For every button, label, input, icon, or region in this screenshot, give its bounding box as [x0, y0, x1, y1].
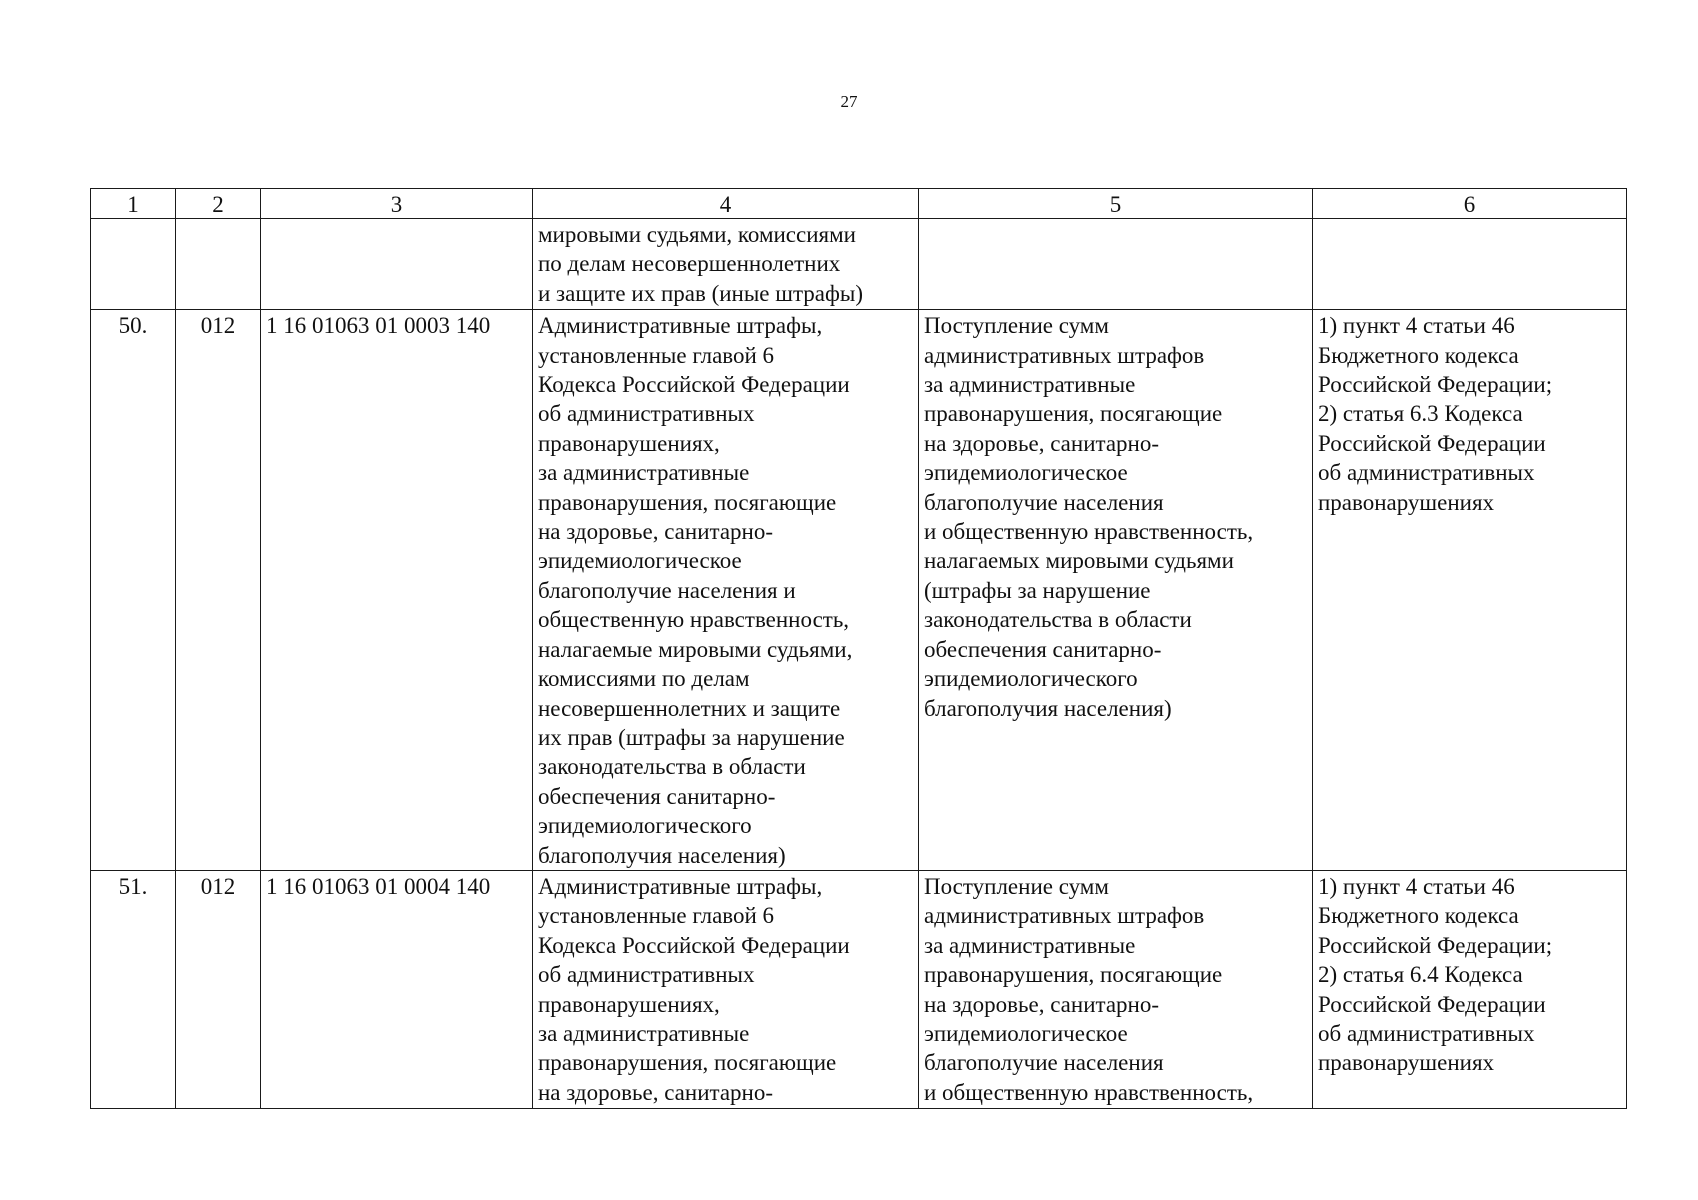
cell-text-line: Российской Федерации: [1318, 430, 1546, 456]
column-header: 3: [261, 189, 533, 219]
revenue-name-cell: [533, 219, 919, 310]
cell-text-line: на здоровье, санитарно-: [538, 1079, 774, 1105]
kbk-code-cell: 1 16 01063 01 0004 140: [261, 870, 533, 1108]
cell-text-line: Административные штрафы,: [538, 873, 823, 899]
row-number-cell: 50.: [91, 310, 176, 871]
cell-text-line: правонарушения, посягающие: [924, 962, 1223, 988]
description-cell: [919, 870, 1313, 1108]
cell-text-line: на здоровье, санитарно-: [924, 991, 1160, 1017]
cell-text-line: налагаемых мировыми судьями: [924, 548, 1234, 574]
cell-text-line: благополучия населения): [924, 695, 1172, 721]
cell-text-line: об административных: [1318, 460, 1535, 486]
cell-text-line: благополучие населения: [924, 489, 1164, 515]
cell-text-line: административных штрафов: [924, 903, 1205, 929]
cell-text-line: правонарушениях,: [538, 991, 720, 1017]
admin-code-cell: [176, 219, 261, 310]
cell-text-line: Административные штрафы,: [538, 313, 823, 339]
cell-text-line: на здоровье, санитарно-: [924, 430, 1160, 456]
cell-text-line: установленные главой 6: [538, 342, 775, 368]
cell-text-line: обеспечения санитарно-: [538, 783, 776, 809]
revenue-codes-table: [90, 188, 1627, 1109]
cell-text-line: и защите их прав (иные штрафы): [538, 280, 864, 306]
cell-text-line: эпидемиологическое: [924, 1020, 1128, 1046]
cell-text-line: эпидемиологического: [924, 666, 1138, 692]
kbk-code-cell: [261, 219, 533, 310]
table-row: [91, 870, 1627, 1108]
cell-text-line: и общественную нравственность,: [924, 1079, 1254, 1105]
cell-text-line: правонарушениях: [1318, 1050, 1495, 1076]
cell-text-line: об административных: [538, 962, 755, 988]
cell-text-line: их прав (штрафы за нарушение: [538, 724, 845, 750]
revenue-name-cell: [533, 870, 919, 1108]
cell-text-line: Поступление сумм: [924, 313, 1109, 339]
cell-text-line: 1) пункт 4 статьи 46: [1318, 313, 1515, 339]
cell-text-line: благополучие населения: [924, 1050, 1164, 1076]
column-header: 6: [1313, 189, 1627, 219]
cell-text-line: установленные главой 6: [538, 903, 775, 929]
cell-text-line: обеспечения санитарно-: [924, 636, 1162, 662]
cell-text-line: Российской Федерации;: [1318, 372, 1553, 398]
cell-text-line: Бюджетного кодекса: [1318, 903, 1519, 929]
column-header: 2: [176, 189, 261, 219]
cell-text-line: законодательства в области: [538, 754, 806, 780]
cell-text-line: 1) пункт 4 статьи 46: [1318, 873, 1515, 899]
cell-text-line: об административных: [1318, 1020, 1535, 1046]
legal-basis-cell: [1313, 219, 1627, 310]
row-number-cell: [91, 219, 176, 310]
description-cell: [919, 219, 1313, 310]
cell-text-line: об административных: [538, 401, 755, 427]
revenue-name-cell: [533, 310, 919, 871]
cell-text-line: правонарушениях,: [538, 430, 720, 456]
column-header: 1: [91, 189, 176, 219]
cell-text-line: Кодекса Российской Федерации: [538, 932, 850, 958]
legal-basis-cell: [1313, 870, 1627, 1108]
cell-text-line: правонарушения, посягающие: [538, 489, 837, 515]
cell-text-line: Кодекса Российской Федерации: [538, 372, 850, 398]
column-header: 4: [533, 189, 919, 219]
legal-basis-cell: [1313, 310, 1627, 871]
cell-text-line: за административные: [924, 932, 1136, 958]
cell-text-line: правонарушения, посягающие: [538, 1050, 837, 1076]
description-cell: [919, 310, 1313, 871]
cell-text-line: административных штрафов: [924, 342, 1205, 368]
cell-text-line: комиссиями по делам: [538, 666, 750, 692]
cell-text-line: благополучие населения и: [538, 577, 796, 603]
cell-text-line: благополучия населения): [538, 842, 786, 868]
table-row: [91, 219, 1627, 310]
cell-text-line: несовершеннолетних и защите: [538, 695, 841, 721]
row-number-cell: 51.: [91, 870, 176, 1108]
cell-text-line: общественную нравственность,: [538, 607, 850, 633]
cell-text-line: Российской Федерации: [1318, 991, 1546, 1017]
cell-text-line: и общественную нравственность,: [924, 519, 1254, 545]
cell-text-line: за административные: [924, 372, 1136, 398]
admin-code-cell: 012: [176, 870, 261, 1108]
cell-text-line: Бюджетного кодекса: [1318, 342, 1519, 368]
cell-text-line: за административные: [538, 1020, 750, 1046]
cell-text-line: по делам несовершеннолетних: [538, 251, 841, 277]
cell-text-line: Российской Федерации;: [1318, 932, 1553, 958]
cell-text-line: эпидемиологическое: [538, 548, 742, 574]
cell-text-line: на здоровье, санитарно-: [538, 519, 774, 545]
cell-text-line: налагаемые мировыми судьями,: [538, 636, 853, 662]
cell-text-line: правонарушения, посягающие: [924, 401, 1223, 427]
column-number-row: [91, 189, 1627, 219]
cell-text-line: 2) статья 6.3 Кодекса: [1318, 401, 1523, 427]
cell-text-line: эпидемиологическое: [924, 460, 1128, 486]
column-header: 5: [919, 189, 1313, 219]
page-number: 27: [840, 92, 858, 111]
cell-text-line: эпидемиологического: [538, 813, 752, 839]
cell-text-line: за административные: [538, 460, 750, 486]
kbk-code-cell: 1 16 01063 01 0003 140: [261, 310, 533, 871]
cell-text-line: законодательства в области: [924, 607, 1192, 633]
cell-text-line: Поступление сумм: [924, 873, 1109, 899]
cell-text-line: мировыми судьями, комиссиями: [538, 222, 856, 247]
cell-text-line: правонарушениях: [1318, 489, 1495, 515]
cell-text-line: 2) статья 6.4 Кодекса: [1318, 962, 1523, 988]
cell-text-line: (штрафы за нарушение: [924, 577, 1151, 603]
table-row: [91, 310, 1627, 871]
admin-code-cell: 012: [176, 310, 261, 871]
